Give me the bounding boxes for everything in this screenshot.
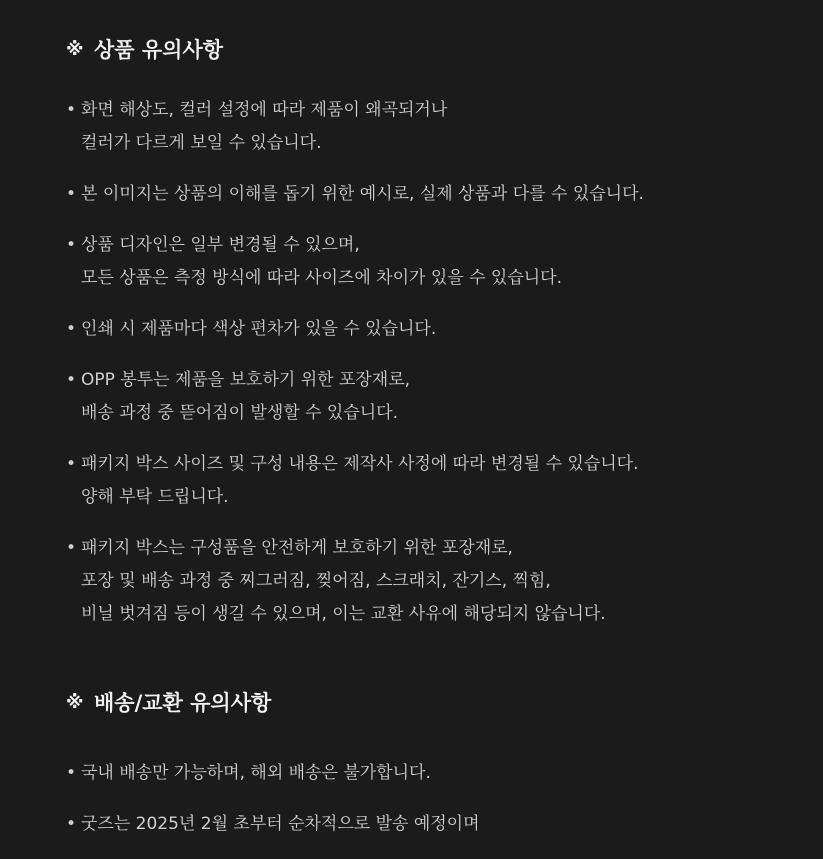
notice-text-line: 컬러가 다르게 보일 수 있습니다. [81,133,322,153]
product-notice-heading [66,34,766,66]
notice-item [66,532,766,631]
notice-text-line: 굿즈는 2025년 2월 초부터 순차적으로 발송 예정이며 [81,814,480,834]
notice-text-line: 배송 과정 중 뜯어짐이 발생할 수 있습니다. [81,403,399,423]
notice-item [66,229,766,295]
bullet-icon: • [66,538,77,558]
notice-item [66,178,766,211]
notice-text-line: 상품 디자인은 일부 변경될 수 있으며, [81,235,360,255]
notice-text-line: 패키지 박스 사이즈 및 구성 내용은 제작사 사정에 따라 변경될 수 있습니다. [81,454,639,474]
bullet-icon: • [66,100,77,120]
notice-text-line: 양해 부탁 드립니다. [81,487,229,507]
notice-text-line: 포장 및 배송 과정 중 찌그러짐, 찢어짐, 스크래치, 잔기스, 찍힘, [81,571,551,591]
shipping-notice-heading [66,687,766,719]
shipping-notice-list [66,757,766,841]
notice-text-line: OPP 봉투는 제품을 보호하기 위한 포장재로, [81,370,411,390]
notice-text-line: 모든 상품은 측정 방식에 따라 사이즈에 차이가 있을 수 있습니다. [81,268,563,288]
notice-item [66,808,766,841]
bullet-icon: • [66,454,77,474]
notice-text-line: 인쇄 시 제품마다 색상 편차가 있을 수 있습니다. [81,319,437,339]
notice-text-line: 패키지 박스는 구성품을 안전하게 보호하기 위한 포장재로, [81,538,513,558]
bullet-icon: • [66,763,77,783]
product-notice-list [66,94,766,631]
bullet-icon: • [66,184,77,204]
shipping-notice-section [66,687,766,859]
product-notice-section [66,34,766,649]
notice-item [66,364,766,430]
bullet-icon: • [66,814,77,834]
notice-text-line: 국내 배송만 가능하며, 해외 배송은 불가합니다. [81,763,431,783]
bullet-icon: • [66,235,77,255]
product-notice-title: 상품 유의사항 [94,38,224,62]
bullet-icon: • [66,319,77,339]
bullet-icon: • [66,370,77,390]
reference-mark-icon: ※ [66,692,84,713]
reference-mark-icon: ※ [66,39,84,60]
notice-item [66,757,766,790]
shipping-notice-title: 배송/교환 유의사항 [94,691,272,715]
notice-item [66,313,766,346]
notice-text-line: 화면 해상도, 컬러 설정에 따라 제품이 왜곡되거나 [81,100,448,120]
notice-item [66,94,766,160]
notice-text-line: 비닐 벗겨짐 등이 생길 수 있으며, 이는 교환 사유에 해당되지 않습니다. [81,604,606,624]
notice-text-line: 본 이미지는 상품의 이해를 돕기 위한 예시로, 실제 상품과 다를 수 있습니다. [81,184,644,204]
notice-item [66,448,766,514]
